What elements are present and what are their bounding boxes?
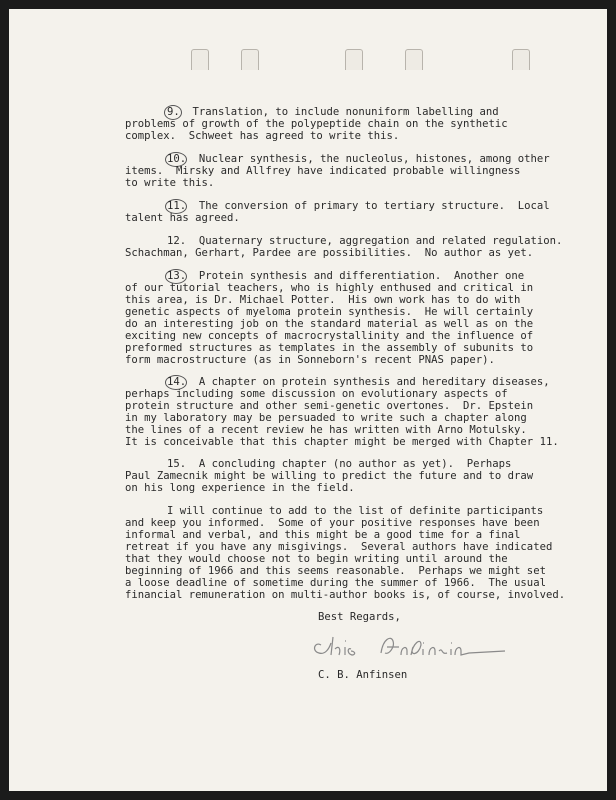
text-line: a loose deadline of sometime during the summer of 1966. The usual xyxy=(125,577,546,589)
binder-clip xyxy=(345,49,363,70)
text-line: 14. A chapter on protein synthesis and hereditary diseases, xyxy=(167,376,550,388)
closing-salutation: Best Regards, xyxy=(318,611,401,623)
text-line: 9. Translation, to include nonuniform labelling and xyxy=(167,106,499,118)
text-line: 11. The conversion of primary to tertiary structure. Local xyxy=(167,200,550,212)
text-line: that they would choose not to begin writing until around the xyxy=(125,553,508,565)
text-line: retreat if you have any misgivings. Several authors have indicated xyxy=(125,541,553,553)
text-line: form macrostructure (as in Sonneborn's recent PNAS paper). xyxy=(125,354,495,366)
text-line: on his long experience in the field. xyxy=(125,482,355,494)
letter-page xyxy=(9,9,607,791)
binder-clip xyxy=(191,49,209,70)
text-line: 13. Protein synthesis and differentiation. Another one xyxy=(167,270,525,282)
text-line: the lines of a recent review he has written with Arno Motulsky. xyxy=(125,424,527,436)
text-line: I will continue to add to the list of definite participants xyxy=(167,505,544,517)
binder-clips xyxy=(9,39,607,79)
text-line: complex. Schweet has agreed to write this. xyxy=(125,130,400,142)
text-line: It is conceivable that this chapter might be merged with Chapter 11. xyxy=(125,436,559,448)
text-line: items. Mirsky and Allfrey have indicated probable willingness xyxy=(125,165,521,177)
text-line: informal and verbal, and this might be a good time for a final xyxy=(125,529,521,541)
text-line: Paul Zamecnik might be willing to predict the future and to draw xyxy=(125,470,534,482)
text-line: of our tutorial teachers, who is highly enthused and critical in xyxy=(125,282,534,294)
text-line: 10. Nuclear synthesis, the nucleolus, histones, among other xyxy=(167,153,550,165)
text-line: genetic aspects of myeloma protein synthesis. He will certainly xyxy=(125,306,534,318)
text-line: this area, is Dr. Michael Potter. His own work has to do with xyxy=(125,294,521,306)
text-line: beginning of 1966 and this seems reasonable. Perhaps we might set xyxy=(125,565,546,577)
text-line: exciting new concepts of macrocrystallinity and the influence of xyxy=(125,330,534,342)
text-line: problems of growth of the polypeptide chain on the synthetic xyxy=(125,118,508,130)
text-line: financial remuneration on multi-author books is, of course, involved. xyxy=(125,589,566,601)
handwritten-signature xyxy=(309,627,519,667)
signer-name: C. B. Anfinsen xyxy=(318,669,408,681)
text-line: and keep you informed. Some of your positive responses have been xyxy=(125,517,540,529)
text-line: perhaps including some discussion on evolutionary aspects of xyxy=(125,388,508,400)
text-line: 12. Quaternary structure, aggregation and related regulation. xyxy=(167,235,563,247)
text-line: to write this. xyxy=(125,177,215,189)
letter-body xyxy=(9,9,566,753)
text-line: preformed structures as templates in the assembly of subunits to xyxy=(125,342,534,354)
text-line: Schachman, Gerhart, Pardee are possibilities. No author as yet. xyxy=(125,247,534,259)
binder-clip xyxy=(512,49,530,70)
binder-clip xyxy=(241,49,259,70)
binder-clip xyxy=(405,49,423,70)
text-line: talent has agreed. xyxy=(125,212,240,224)
text-line: in my laboratory may be persuaded to write such a chapter along xyxy=(125,412,527,424)
text-line: 15. A concluding chapter (no author as yet). Perhaps xyxy=(167,458,512,470)
text-line: do an interesting job on the standard material as well as on the xyxy=(125,318,534,330)
text-line: protein structure and other semi-genetic overtones. Dr. Epstein xyxy=(125,400,534,412)
